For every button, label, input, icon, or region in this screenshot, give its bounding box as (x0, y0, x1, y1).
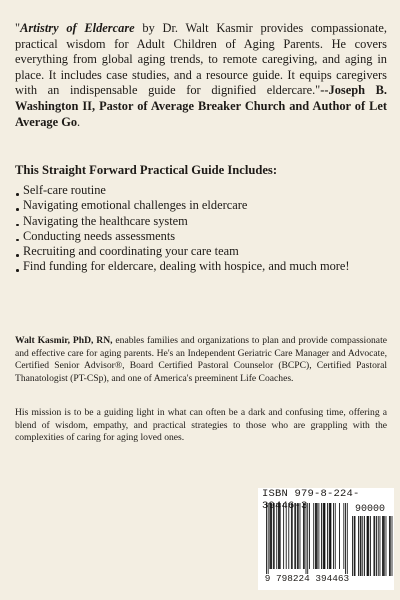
barcode-bar (382, 516, 383, 576)
barcode-bar (268, 503, 269, 574)
barcode-bar (364, 516, 365, 576)
barcode-bar (315, 503, 316, 569)
barcode-bar (335, 503, 336, 569)
barcode-bar (303, 503, 304, 569)
barcode-bar (376, 516, 377, 576)
barcode-bar (374, 516, 375, 576)
barcode-bar (339, 503, 340, 569)
barcode-bar (333, 503, 334, 569)
barcode-bar (279, 503, 280, 569)
barcode-bar (380, 516, 381, 576)
barcode-bar (278, 503, 279, 569)
barcode-bar (389, 516, 390, 576)
review-attribution: --Joseph B. Washington II, Pastor of Average Breaker Church and Author of Let Average Go (15, 83, 387, 129)
barcode-bar (321, 503, 322, 569)
barcode-bar (330, 503, 331, 569)
barcode-bar (327, 503, 328, 569)
guide-heading: This Straight Forward Practical Guide Includes: (15, 163, 278, 177)
barcode-bar (273, 503, 274, 569)
review-blurb: "Artistry of Eldercare by Dr. Walt Kasmir provides compassionate, practical wisdom for Adult Children of Aging Parents. He covers everything from global aging trends, to remote caregiving, and aging in place. It includes case studies, and a resource guide. It equips caregivers with an indispensable guide for dignified eldercare."--Joseph B. Washington II, Pastor of Average Breaker Church and Author of Let Average Go. (15, 21, 387, 129)
guide-item: Find funding for eldercare, dealing with hospice, and much more! (15, 259, 387, 274)
barcode-bar (390, 516, 391, 576)
barcode-bar (324, 503, 325, 569)
barcode-bar (276, 503, 277, 569)
barcode-bar (280, 503, 281, 569)
barcode-bar (358, 516, 359, 576)
isbn-barcode (258, 488, 394, 590)
barcode-bar (292, 503, 293, 569)
barcode-bar (386, 516, 387, 576)
barcode-bar (370, 516, 371, 576)
barcode-bar (297, 503, 298, 569)
barcode-bar (329, 503, 330, 569)
barcode-bar (352, 516, 353, 576)
price-addon: 90000 (354, 504, 385, 515)
guide-item: Navigating the healthcare system (15, 214, 387, 229)
review-text: by Dr. Walt Kasmir provides compassionate, practical wisdom for Adult Children of Aging Parents. He covers everything from global aging trends, to remote caregiving, and aging in place. It includes case studies, and a resource guide. It equips caregivers with an indispensable guide for dignified eldercare." (15, 21, 387, 98)
barcode-bar (294, 503, 295, 569)
barcode-bar (384, 516, 385, 576)
barcode-bar (274, 503, 275, 569)
barcode-bar (347, 503, 348, 574)
barcode-bar (331, 503, 332, 569)
barcode-bar (300, 503, 301, 569)
author-name: Walt Kasmir, PhD, RN, (15, 335, 113, 346)
barcode-bar (368, 516, 369, 576)
barcode-bar (270, 503, 271, 569)
barcode-bar (345, 503, 346, 574)
author-mission: His mission is to be a guiding light in what can often be a dark and confusing time, offering a blend of wisdom, empathy, and practical strategies to those who are grappling with the complexities of caring for aging loved ones. (15, 407, 387, 444)
barcode-bar (316, 503, 317, 569)
barcode-bar (354, 516, 355, 576)
barcode-bar (361, 516, 362, 576)
barcode-bar (304, 503, 305, 569)
barcode-bar (367, 516, 368, 576)
barcode-bar (288, 503, 289, 569)
book-title-quote: Artistry of Eldercare (20, 21, 135, 35)
barcode-bar (298, 503, 299, 569)
guide-item: Self-care routine (15, 183, 387, 198)
barcode-bar (355, 516, 356, 576)
barcode-bar (266, 503, 267, 574)
barcode-bar (309, 503, 310, 569)
barcode-bar (378, 516, 379, 576)
barcode-bar (392, 516, 393, 576)
isbn-label: ISBN 979-8-224-39446-3 (262, 488, 360, 512)
barcode-bar (374, 516, 375, 576)
guide-item: Conducting needs assessments (15, 229, 387, 244)
guide-item: Navigating emotional challenges in eldercare (15, 198, 387, 213)
barcode-bar (323, 503, 324, 569)
barcode-bar (306, 503, 307, 574)
barcode-bar (291, 503, 292, 569)
review-end: . (77, 114, 81, 129)
barcode-bar (269, 503, 270, 569)
barcode-bar (283, 503, 284, 569)
barcode-bar (360, 516, 361, 576)
barcode-bar (343, 503, 344, 569)
author-bio (15, 335, 387, 385)
barcode-bar (295, 503, 296, 569)
barcode-bar (318, 503, 319, 569)
guide-item: Recruiting and coordinating your care team (15, 244, 387, 259)
guide-list (15, 183, 387, 275)
barcode-bar (286, 503, 287, 569)
author-bio-text: enables families and organizations to plan and provide compassionate and effective care for aging parents. He's an Independent Geriatric Care Manager and Advocate, Certified Senior Advisor®, Board Certified Pastoral Counselor (BCPC), Certified Pastoral Thanatologist (PT-CSp), and one of America's preeminent Life Coaches. (15, 335, 387, 384)
barcode-bar (362, 516, 363, 576)
barcode-bar (313, 503, 314, 569)
barcode-bar (383, 516, 384, 576)
barcode-bar (324, 503, 325, 569)
barcode-bar (271, 503, 272, 569)
barcode-bar (307, 503, 308, 574)
barcode-number: 9 798224 394463 (264, 573, 350, 584)
barcode-bar (367, 516, 368, 576)
barcode-bar (317, 503, 318, 569)
